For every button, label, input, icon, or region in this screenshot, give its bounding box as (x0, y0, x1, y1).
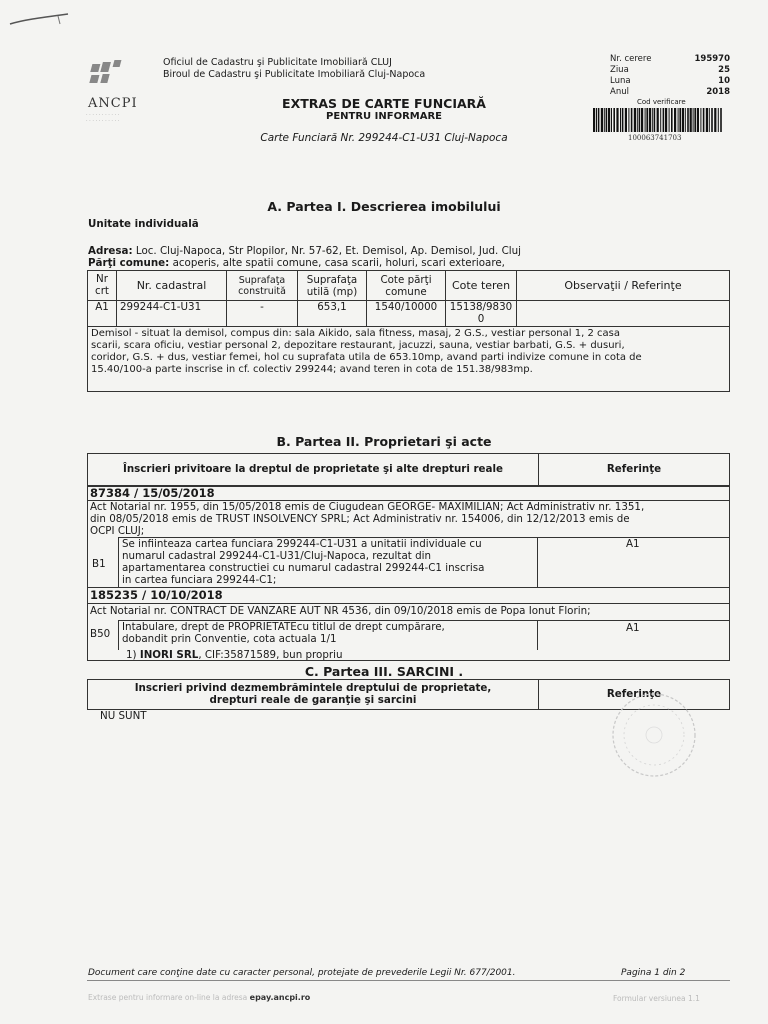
owner-details: , CIF:35871589, bun propriu (198, 649, 343, 661)
barcode-bar (645, 108, 646, 132)
barcode-bar (709, 108, 710, 132)
barcode-bar (634, 108, 636, 132)
b1-label: B1 (92, 558, 106, 570)
barcode-bar (669, 108, 670, 132)
cell-nr-crt: A1 (88, 301, 117, 327)
barcode-icon (593, 108, 723, 132)
entry-2-id: 185235 / 10/10/2018 (90, 588, 223, 602)
barcode-number: 100063741703 (628, 134, 682, 142)
request-row: Nr. cerere 195970 (610, 54, 730, 64)
barcode-bar (693, 108, 694, 132)
barcode-bar (620, 108, 621, 132)
request-row: Luna 10 (610, 76, 730, 86)
barcode-bar (679, 108, 681, 132)
cell-cote-teren: 15138/98300 (446, 301, 517, 327)
part-b-header-right: Referinţe (606, 463, 662, 475)
barcode-bar (700, 108, 701, 132)
divider (118, 537, 119, 587)
cell-suprafata-utila: 653,1 (298, 301, 367, 327)
cf-number-line: Carte Funciară Nr. 299244-C1-U31 Cluj-Napoca (260, 132, 508, 144)
barcode-bar (601, 108, 603, 132)
verification-code-label: Cod verificare (637, 98, 686, 106)
barcode-bar (641, 108, 643, 132)
cell-observatii (517, 301, 730, 327)
cell-cote-parti: 1540/10000 (367, 301, 446, 327)
office-line-1: Oficiul de Cadastru şi Publicitate Imobiliară CLUJ (163, 57, 392, 68)
barcode-bar (660, 108, 661, 132)
barcode-bar (665, 108, 667, 132)
barcode-bar (654, 108, 656, 132)
common-parts-label: Părţi comune: (88, 257, 170, 269)
logo-subtext: · · · · · · · · · · · · · · · · · · · · · · (86, 112, 120, 124)
unit-type: Unitate individuală (88, 218, 199, 230)
table-header-row (88, 271, 730, 301)
entry-1-id: 87384 / 15/05/2018 (90, 486, 215, 500)
part-b-header (87, 453, 730, 486)
part-c-title: C. Partea III. SARCINI . (304, 664, 464, 679)
barcode-bar (611, 108, 612, 132)
entry-2-act: Act Notarial nr. CONTRACT DE VANZARE AUT NR 4536, din 09/10/2018 emis de Popa Ionut Florin; (90, 605, 591, 617)
footer-site-link[interactable]: epay.ancpi.ro (249, 993, 311, 1002)
barcode-bar (706, 108, 708, 132)
owner-line: 1) INORI SRL, CIF:35871589, bun propriu (126, 649, 343, 661)
barcode-bar (663, 108, 665, 132)
barcode-bar (637, 108, 638, 132)
entry-1-acts: Act Notarial nr. 1955, din 15/05/2018 emis de Ciugudean GEORGE- MAXIMILIAN; Act Administrativ nr. 1351, din 08/05/2018 emis de TRUST INSOLVENCY SPRL; Act Administrativ nr. 154006, din 12/12/2013 emis de OCPI CLUJ; (90, 501, 645, 537)
barcode-bar (714, 108, 716, 132)
document-subtitle: PENTRU INFORMARE (326, 111, 442, 122)
barcode-bar (652, 108, 653, 132)
barcode-bar (678, 108, 679, 132)
part-b-header-left: Înscrieri privitoare la dreptul de proprietate şi alte drepturi reale (123, 463, 503, 475)
logo-text: ANCPI (88, 96, 138, 111)
cell-nr-cadastral: 299244-C1-U31 (117, 301, 227, 327)
description-box (87, 326, 730, 392)
barcode-bar (622, 108, 624, 132)
barcode-bar (604, 108, 605, 132)
barcode-bar (598, 108, 600, 132)
header-cote-parti: Cote părţi comune (367, 271, 446, 301)
common-parts-line (88, 257, 505, 269)
barcode-bar (690, 108, 692, 132)
common-parts-value: acoperis, alte spatii comune, casa scarii, holuri, scari exterioare, (172, 257, 505, 269)
header-nr-crt: Nr crt (88, 271, 117, 301)
divider (87, 603, 730, 604)
divider (118, 620, 119, 650)
request-info (600, 54, 730, 98)
owner-name: INORI SRL (139, 649, 199, 661)
pen-scribble (8, 10, 70, 28)
b50-label: B50 (90, 628, 111, 640)
header-cote-teren: Cote teren (446, 271, 517, 301)
barcode-bar (628, 108, 629, 132)
part-c-value: NU SUNT (100, 710, 147, 722)
address-line (88, 245, 521, 257)
header-suprafata-utila: Suprafaţa utilă (mp) (298, 271, 367, 301)
stamp-seal-icon (598, 690, 710, 780)
b50-text: Intabulare, drept de PROPRIETATEcu titlul de drept cumpărare, dobandit prin Conventie, cota actuala 1/1 (122, 621, 445, 645)
b1-text: Se infiinteaza cartea funciara 299244-C1-U31 a unitatii individuale cu numarul cadastral 299244-C1-U31/Cluj-Napoca, rezultat din apartamentarea constructiei cu numarul cadastral 299244-C1 inscrisa in cartea funciara 299244-C1; (122, 538, 485, 586)
barcode-bar (606, 108, 608, 132)
divider (537, 620, 538, 650)
barcode-bar (593, 108, 595, 132)
footer-note: Document care conţine date cu caracter personal, protejate de prevederile Legii Nr. 677/2001. (88, 968, 516, 978)
b1-ref: A1 (626, 538, 640, 550)
barcode-bar (720, 108, 722, 132)
office-line-2: Biroul de Cadastru şi Publicitate Imobiliară Cluj-Napoca (163, 69, 426, 80)
office-names (163, 57, 425, 81)
page-number: Pagina 1 din 2 (621, 968, 686, 978)
header-suprafata-construita: Suprafaţa construită (227, 271, 298, 301)
barcode-bar (596, 108, 597, 132)
form-version: Formular versiunea 1.1 (613, 994, 700, 1003)
request-row: Anul 2018 (610, 87, 730, 97)
footer-info: Extrase pentru informare on-line la adresa epay.ancpi.ro (88, 993, 311, 1002)
barcode-bar (685, 108, 686, 132)
barcode-bar (703, 108, 705, 132)
property-table (87, 270, 730, 327)
barcode-bar (649, 108, 651, 132)
barcode-bar (711, 108, 713, 132)
part-b-title: B. Partea II. Proprietari şi acte (276, 434, 492, 449)
barcode-bar (694, 108, 696, 132)
part-c-header-left: Inscrieri privind dezmembrămintele dreptului de proprietate, drepturi reale de garanţie şi sarcini (134, 682, 492, 706)
b50-ref: A1 (626, 622, 640, 634)
cell-suprafata-construita: - (227, 301, 298, 327)
barcode-bar (625, 108, 627, 132)
footer-divider (87, 980, 730, 981)
document-title: EXTRAS DE CARTE FUNCIARĂ (282, 96, 486, 111)
request-row: Ziua 25 (610, 65, 730, 75)
barcode-bar (613, 108, 615, 132)
barcode-bar (657, 108, 659, 132)
barcode-bar (671, 108, 673, 132)
description-text: Demisol - situat la demisol, compus din: sala Aikido, sala fitness, masaj, 2 G.S., vestiar personal 1, 2 casa scarii, scara oficiu, vestiar personal 2, depozitare restaurant, jacuzzi, sauna, vestiar barbati, G.S. + dusuri, coridor, G.S. + dus, vestiar femei, hol cu suprafata utila de 653.10mp, avand parti indivize comune in cota de 15.40/100-a parte inscrise in cf. colectiv 299244; avand teren in cota de 151.38/983mp. (91, 328, 642, 375)
barcode-bar (682, 108, 684, 132)
barcode-bar (674, 108, 676, 132)
barcode-bar (616, 108, 618, 132)
barcode-bar (687, 108, 689, 132)
barcode-bar (718, 108, 719, 132)
address-value: Loc. Cluj-Napoca, Str Plopilor, Nr. 57-62, Et. Demisol, Ap. Demisol, Jud. Cluj (135, 245, 522, 257)
header-nr-cadastral: Nr. cadastral (117, 271, 227, 301)
barcode-bar (608, 108, 610, 132)
part-a-title: A. Partea I. Descrierea imobilului (267, 199, 501, 214)
barcode-bar (646, 108, 648, 132)
divider (537, 537, 538, 587)
address-label: Adresa: (88, 245, 133, 257)
barcode-bar (631, 108, 633, 132)
table-row (88, 301, 730, 327)
barcode-bar (697, 108, 699, 132)
header-observatii: Observaţii / Referinţe (517, 271, 730, 301)
barcode-bar (639, 108, 641, 132)
part-c-header-right: Referinţe (606, 688, 662, 700)
